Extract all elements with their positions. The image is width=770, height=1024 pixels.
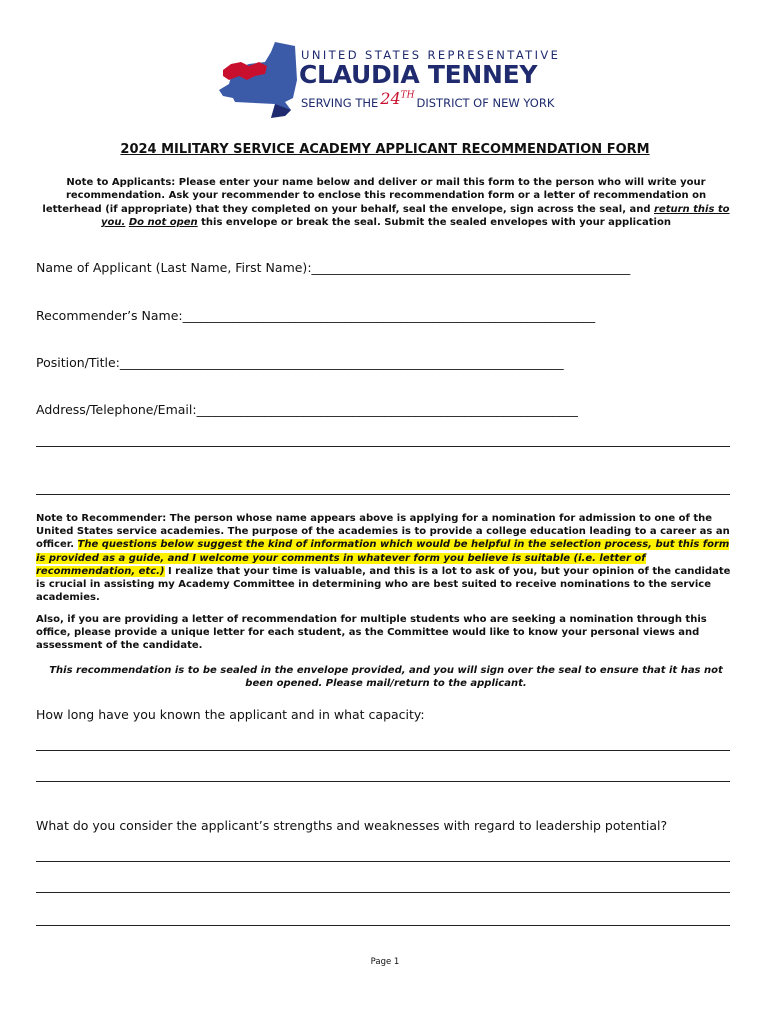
note-to-recommender bbox=[36, 512, 736, 604]
question-strengths-weaknesses: What do you consider the applicant’s strengths and weaknesses with regard to leadership potential? bbox=[36, 818, 668, 833]
note-recommender-text-2: I realize that your time is valuable, and this is a lot to ask of you, but your opinion of the candidate is crucial in assisting my Academy Committee in determining who are best suited to receive nominations to the service academies. bbox=[36, 565, 731, 604]
new-york-state-map-icon bbox=[215, 40, 301, 122]
header-district-label: DISTRICT OF NEW YORK bbox=[416, 96, 555, 110]
note-recommender-text-1: Note to Recommender: The person whose name appears above is applying for a nomination for admission to one of the United States service academies. The purpose of the academies is to provide a college education leading to a career as an officer. bbox=[36, 513, 730, 551]
highlighted-guidance-text: The questions below suggest the kind of information which would be helpful in the selection process, but this form is provided as a guide, and I welcome your comments in whatever form you believe is suitable (i.e. letter of recommendation, etc.) bbox=[36, 539, 730, 577]
multiple-students-note: Also, if you are providing a letter of recommendation for multiple students who are seeking a nomination through this office, please provide a unique letter for each student, as the Committee would like to know your personal views and assessment of the candidate. bbox=[36, 614, 707, 652]
note-applicants-text-3: this envelope or break the seal. Submit the sealed envelopes with your application bbox=[197, 217, 671, 229]
address-line-2[interactable] bbox=[36, 446, 730, 447]
applicant-name-field[interactable]: Name of Applicant (Last Name, First Name):___________________________________________________ bbox=[36, 260, 631, 275]
district-number-suffix: TH bbox=[400, 90, 415, 101]
do-not-open-text: Do not open bbox=[128, 217, 198, 229]
answer-line-3[interactable] bbox=[36, 861, 730, 862]
answer-line-2[interactable] bbox=[36, 781, 730, 782]
district-number-digits: 24 bbox=[380, 89, 401, 108]
header-district-line bbox=[301, 89, 555, 111]
return-to-you-text: return this to you. bbox=[101, 203, 730, 229]
position-title-field[interactable]: Position/Title:_______________________________________________________________________ bbox=[36, 355, 564, 370]
form-title: 2024 MILITARY SERVICE ACADEMY APPLICANT RECOMMENDATION FORM bbox=[120, 142, 650, 157]
answer-line-1[interactable] bbox=[36, 750, 730, 751]
sealed-envelope-note: This recommendation is to be sealed in the envelope provided, and you will sign over the seal to ensure that it has not been opened. Please mail/return to the applicant. bbox=[49, 665, 723, 690]
representative-name: CLAUDIA TENNEY bbox=[299, 60, 538, 89]
header-serving-label: SERVING THE bbox=[301, 96, 379, 110]
page-number: Page 1 bbox=[370, 957, 400, 967]
district-number bbox=[380, 89, 414, 108]
question-known-applicant: How long have you known the applicant and in what capacity: bbox=[36, 707, 425, 722]
recommender-name-field[interactable]: Recommender’s Name:__________________________________________________________________ bbox=[36, 308, 596, 323]
answer-line-4[interactable] bbox=[36, 892, 730, 893]
note-to-applicants bbox=[36, 176, 736, 230]
header-logo bbox=[215, 40, 561, 122]
address-telephone-email-field[interactable]: Address/Telephone/Email:_____________________________________________________________ bbox=[36, 402, 578, 417]
note-applicants-text-1: Note to Applicants: Please enter your name below and deliver or mail this form to the person who will write your recommendation. Ask your recommender to enclose this recommendation form or a letter of recommendation on letterhead (if appropriate) that they completed on your behalf, seal the envelope, sign across the seal, and bbox=[42, 177, 707, 215]
header-line1: UNITED STATES REPRESENTATIVE bbox=[301, 48, 561, 62]
address-line-3[interactable] bbox=[36, 494, 730, 495]
answer-line-5[interactable] bbox=[36, 925, 730, 926]
